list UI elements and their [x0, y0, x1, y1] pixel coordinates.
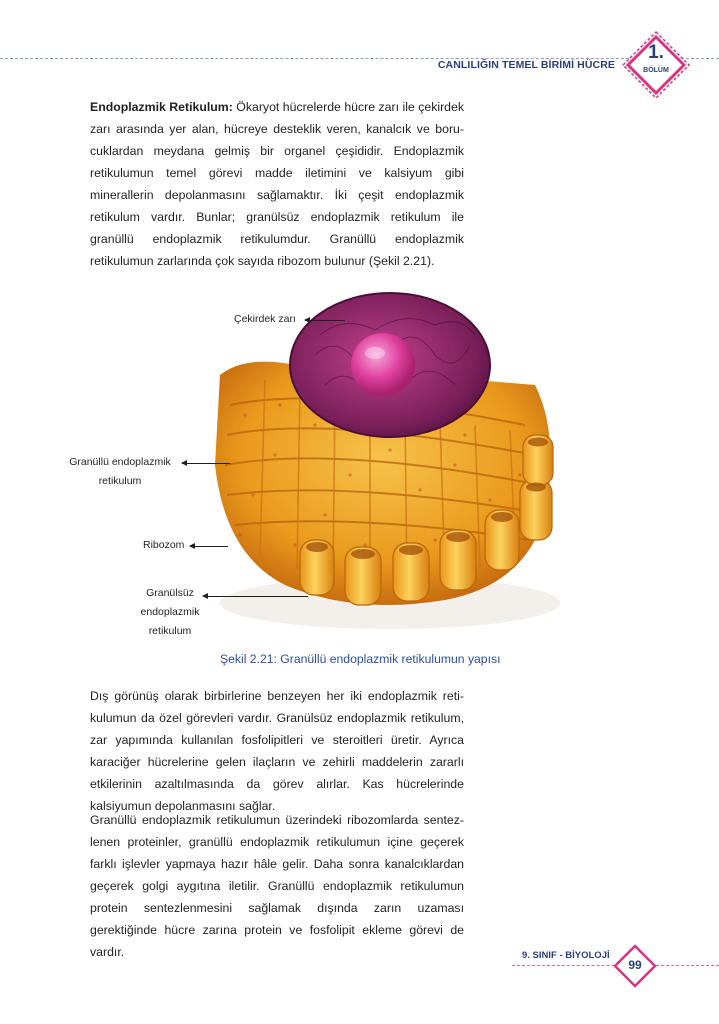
footer-book-title: 9. SINIF - BİYOLOJİ — [522, 950, 610, 961]
label-rough-er-line1: Granüllü endoplazmik — [69, 456, 171, 468]
chapter-number: 1. — [648, 42, 664, 63]
arrow-smooth-er — [203, 596, 308, 597]
label-smooth-er-line3: retikulum — [148, 625, 192, 637]
arrow-ribosome — [190, 546, 228, 547]
chapter-word: BÖLÜM — [643, 67, 669, 74]
page-number-badge — [613, 944, 657, 988]
body-paragraph-2: Granüllü endoplazmik retikulumun üzerindeki ribozomlarda sentezlenen proteinler, granüllü endoplazmik retikulumun içine geçerek farklı işlevler yapmaya hazır hâle gelir. Daha sonra kanalcıklardan geçerek golgi aygıtına iletilir. Granüllü endoplazmik retikulumun protein sentezlenmesini sağlamak dışında zarın uzaması gerektiğinde hücre zarına protein ve fosfolipit ekleme görevi de vardır. — [90, 813, 464, 959]
label-smooth-er-line2: endoplazmik — [140, 606, 200, 618]
arrow-rough-er — [182, 463, 230, 464]
label-smooth-er-line1: Granülsüz — [146, 587, 194, 599]
body-paragraph-1: Dış görünüş olarak birbirlerine benzeyen her iki endoplazmik retikulumun da özel görevleri vardır. Granülsüz endoplazmik retikulum, zar yapımında kullanılan fosfolipitleri ve steroitleri üretir. Ayrıca karaciğer hücrelerine gelen ilaçların ve zehirli maddelerin zararlı etkilerinin azaltılmasında da görev alırlar. Kas hücrelerinde kalsiyumun depolanmasını sağlar. — [90, 689, 464, 813]
label-nucleus-membrane: Çekirdek zarı — [234, 313, 296, 325]
intro-paragraph — [90, 96, 464, 272]
label-smooth-er — [130, 584, 210, 641]
chapter-badge — [621, 30, 691, 100]
intro-text: Ökaryot hücrelerde hücre zarı ile çekirdek zarı arasında yer alan, hücreye desteklik veren, kanalcık ve borucuklardan meydana gelmiş bir organel çeşididir. Endoplazmik retikulumun temel görevi madde iletimini ve kalsiyum gibi minerallerin depolanmasını sağlamaktır. İki çeşit endoplazmik retikulum vardır. Bunlar; granülsüz endoplazmik retikulum ile granüllü endoplazmik retikulumdur. Granüllü endoplazmik retikulumun zarlarında çok sayıda ribozom bulunur (Şekil 2.21). — [90, 100, 464, 268]
label-rough-er-line2: retikulum — [98, 475, 142, 487]
label-ribosome: Ribozom — [143, 539, 185, 551]
rough-er-illustration — [205, 285, 565, 635]
intro-lead: Endoplazmik Retikulum: — [90, 100, 233, 114]
chapter-title: CANLILIĞIN TEMEL BİRİMİ HÜCRE — [437, 59, 615, 71]
arrow-nucleus-membrane — [305, 320, 345, 321]
page-number: 99 — [628, 958, 642, 972]
cell-illustration — [205, 285, 565, 635]
diamond-icon — [621, 30, 691, 100]
label-rough-er — [60, 453, 180, 491]
figure-caption: Şekil 2.21: Granüllü endoplazmik retikulumun yapısı — [220, 652, 501, 666]
